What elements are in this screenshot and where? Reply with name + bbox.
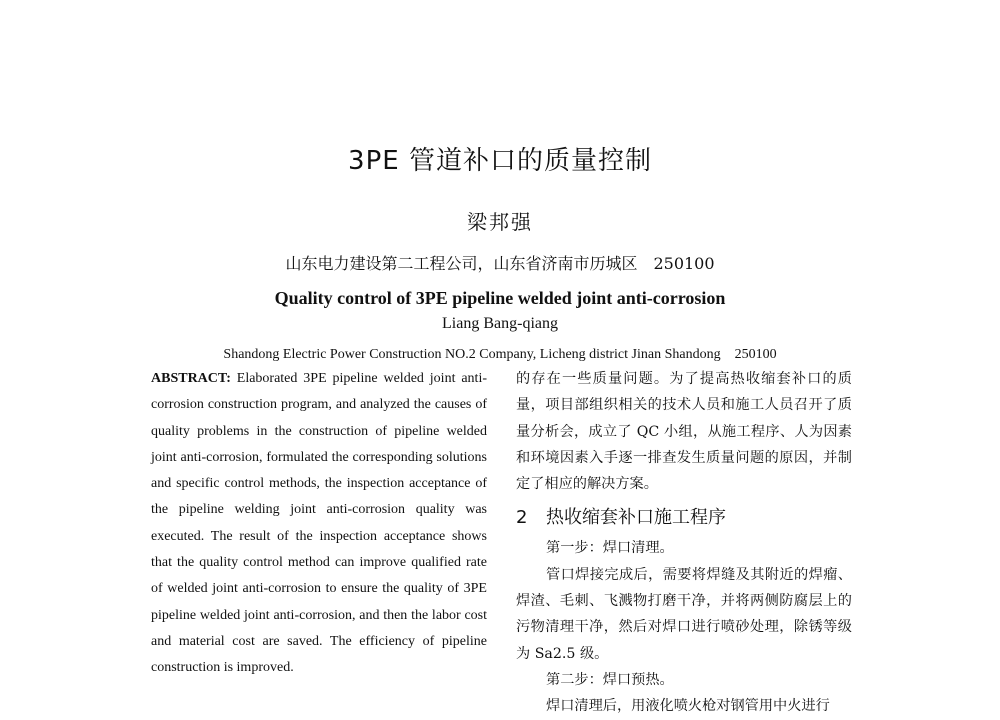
section-heading — [516, 501, 852, 535]
abstract-label: ABSTRACT: — [151, 371, 231, 386]
step1-title: 第一步：焊口清理。 — [546, 540, 674, 557]
paper-title-english: Quality control of 3PE pipeline welded joint anti-corrosion — [274, 288, 726, 308]
body-column-right — [516, 366, 852, 720]
paper-title-chinese: 3PE 管道补口的质量控制 — [348, 146, 652, 176]
intro-paragraph: 的存在一些质量问题。为了提高热收缩套补口的质量，项目部组织相关的技术人员和施工人员召开了质量分析会，成立了 QC 小组，从施工程序、人为因素和环境因素入手逐一排查发生质量问题的原因，并制定了相应的解决方案。 — [516, 371, 852, 493]
step2-body: 焊口清理后，用液化喷火枪对钢管用中火进行 — [546, 698, 830, 715]
step2-title: 第二步：焊口预热。 — [546, 671, 674, 688]
step1-body: 管口焊接完成后，需要将焊缝及其附近的焊瘤、焊渣、毛刺、飞溅物打磨干净，并将两侧防腐层上的污物清理干净，然后对焊口进行喷砂处理，除锈等级为 Sa2.5 级。 — [516, 566, 852, 662]
abstract-text: Elaborated 3PE pipeline welded joint anti-corrosion construction program, and analyzed the causes of quality problems in the construction of pipeline welded joint anti-corrosion, formulated the corresponding solutions and specific control methods, the inspection acceptance of the pipeline welding joint anti-corrosion quality was executed. The result of the inspection acceptance shows that the quality control method can improve qualified rate of welded joint anti-corrosion to ensure the quality of 3PE pipeline welded joint anti-corrosion, and then the labor cost and material cost are saved. The efficiency of pipeline construction is improved. — [151, 371, 488, 676]
section-title: 热收缩套补口施工程序 — [546, 507, 726, 529]
author-name-chinese: 梁邦强 — [467, 210, 533, 234]
abstract-column — [151, 366, 487, 682]
affiliation-chinese: 山东电力建设第二工程公司，山东省济南市历城区 250100 — [285, 254, 715, 273]
section-number: 2 — [516, 507, 528, 529]
affiliation-english: Shandong Electric Power Construction NO.2 Company, Licheng district Jinan Shandong 250100 — [223, 347, 777, 362]
author-name-english: Liang Bang-qiang — [442, 315, 558, 332]
